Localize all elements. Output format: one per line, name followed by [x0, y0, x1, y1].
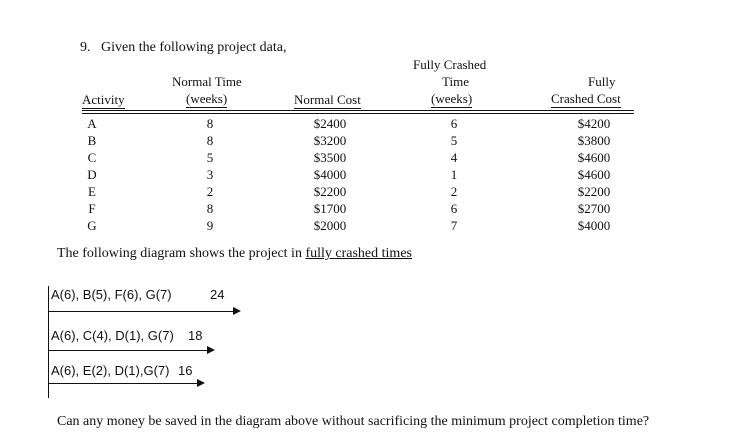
cell-normal-cost: $4000 [313, 167, 347, 182]
path-total: 24 [210, 287, 225, 302]
cell-activity: G [87, 218, 97, 233]
cell-activity: E [88, 184, 96, 199]
cell-normal-time: 8 [206, 201, 214, 216]
path-arrow-line [48, 311, 234, 312]
question-number: 9. [80, 40, 91, 55]
arrow-right-icon [197, 379, 205, 387]
cell-activity: C [87, 150, 97, 165]
cell-normal-time: 8 [206, 133, 214, 148]
arrow-right-icon [207, 346, 215, 354]
header-activity: Activity [82, 92, 125, 107]
cell-normal-cost: $1700 [313, 201, 347, 216]
table-header-rule-double [82, 113, 634, 114]
cell-crashed-cost: $2700 [577, 201, 611, 216]
cell-crashed-cost: $4600 [577, 167, 611, 182]
diagram-start-line [48, 286, 49, 398]
header-normal-time-line1: Normal Time [172, 74, 242, 89]
final-question: Can any money be saved in the diagram above without sacrificing the minimum project completion time? [57, 414, 650, 429]
path-arrow-line [48, 383, 198, 384]
path-label: A(6), C(4), D(1), G(7) [51, 328, 174, 343]
cell-crashed-time: 7 [450, 218, 458, 233]
diagram-caption-prefix: The following diagram shows the project in [57, 246, 306, 261]
cell-crashed-cost: $4600 [577, 150, 611, 165]
cell-crashed-time: 2 [450, 184, 458, 199]
cell-normal-cost: $2400 [313, 116, 347, 131]
question-text: Given the following project data, [101, 40, 287, 55]
cell-crashed-time: 6 [450, 201, 458, 216]
cell-activity: F [88, 201, 96, 216]
cell-normal-time: 5 [206, 150, 214, 165]
cell-normal-time: 8 [206, 116, 214, 131]
header-crashed-cost-line2: Crashed Cost [551, 91, 621, 106]
diagram-caption [57, 246, 412, 262]
path-total: 18 [188, 328, 203, 343]
cell-crashed-cost: $3800 [577, 133, 611, 148]
path-total: 16 [178, 363, 193, 378]
cell-crashed-time: 5 [450, 133, 458, 148]
cell-crashed-time: 1 [450, 167, 458, 182]
cell-crashed-cost: $4000 [577, 218, 611, 233]
header-crashed-time-line3: (weeks) [431, 91, 473, 106]
table-header-rule [82, 110, 634, 111]
cell-crashed-time: 4 [450, 150, 458, 165]
cell-crashed-cost: $2200 [577, 184, 611, 199]
cell-normal-cost: $3200 [313, 133, 347, 148]
diagram-caption-underlined: fully crashed times [305, 246, 412, 261]
cell-normal-time: 9 [206, 218, 214, 233]
arrow-right-icon [233, 307, 241, 315]
path-label: A(6), E(2), D(1),G(7) [51, 363, 170, 378]
header-normal-time-line2: (weeks) [186, 91, 228, 106]
question-title [80, 40, 286, 56]
cell-normal-cost: $3500 [313, 150, 347, 165]
cell-normal-time: 2 [206, 184, 214, 199]
cell-activity: B [87, 133, 97, 148]
cell-normal-cost: $2200 [313, 184, 347, 199]
header-crashed-time-line1: Fully Crashed [413, 57, 487, 72]
cell-normal-cost: $2000 [313, 218, 347, 233]
path-arrow-line [48, 350, 208, 351]
header-normal-cost: Normal Cost [294, 92, 361, 107]
cell-crashed-cost: $4200 [577, 116, 611, 131]
cell-crashed-time: 6 [450, 116, 458, 131]
path-label: A(6), B(5), F(6), G(7) [51, 287, 172, 302]
header-crashed-cost-line1: Fully [588, 74, 616, 89]
cell-activity: D [87, 167, 97, 182]
cell-activity: A [87, 116, 97, 131]
header-crashed-time-line2: Time [442, 74, 469, 89]
cell-normal-time: 3 [206, 167, 214, 182]
